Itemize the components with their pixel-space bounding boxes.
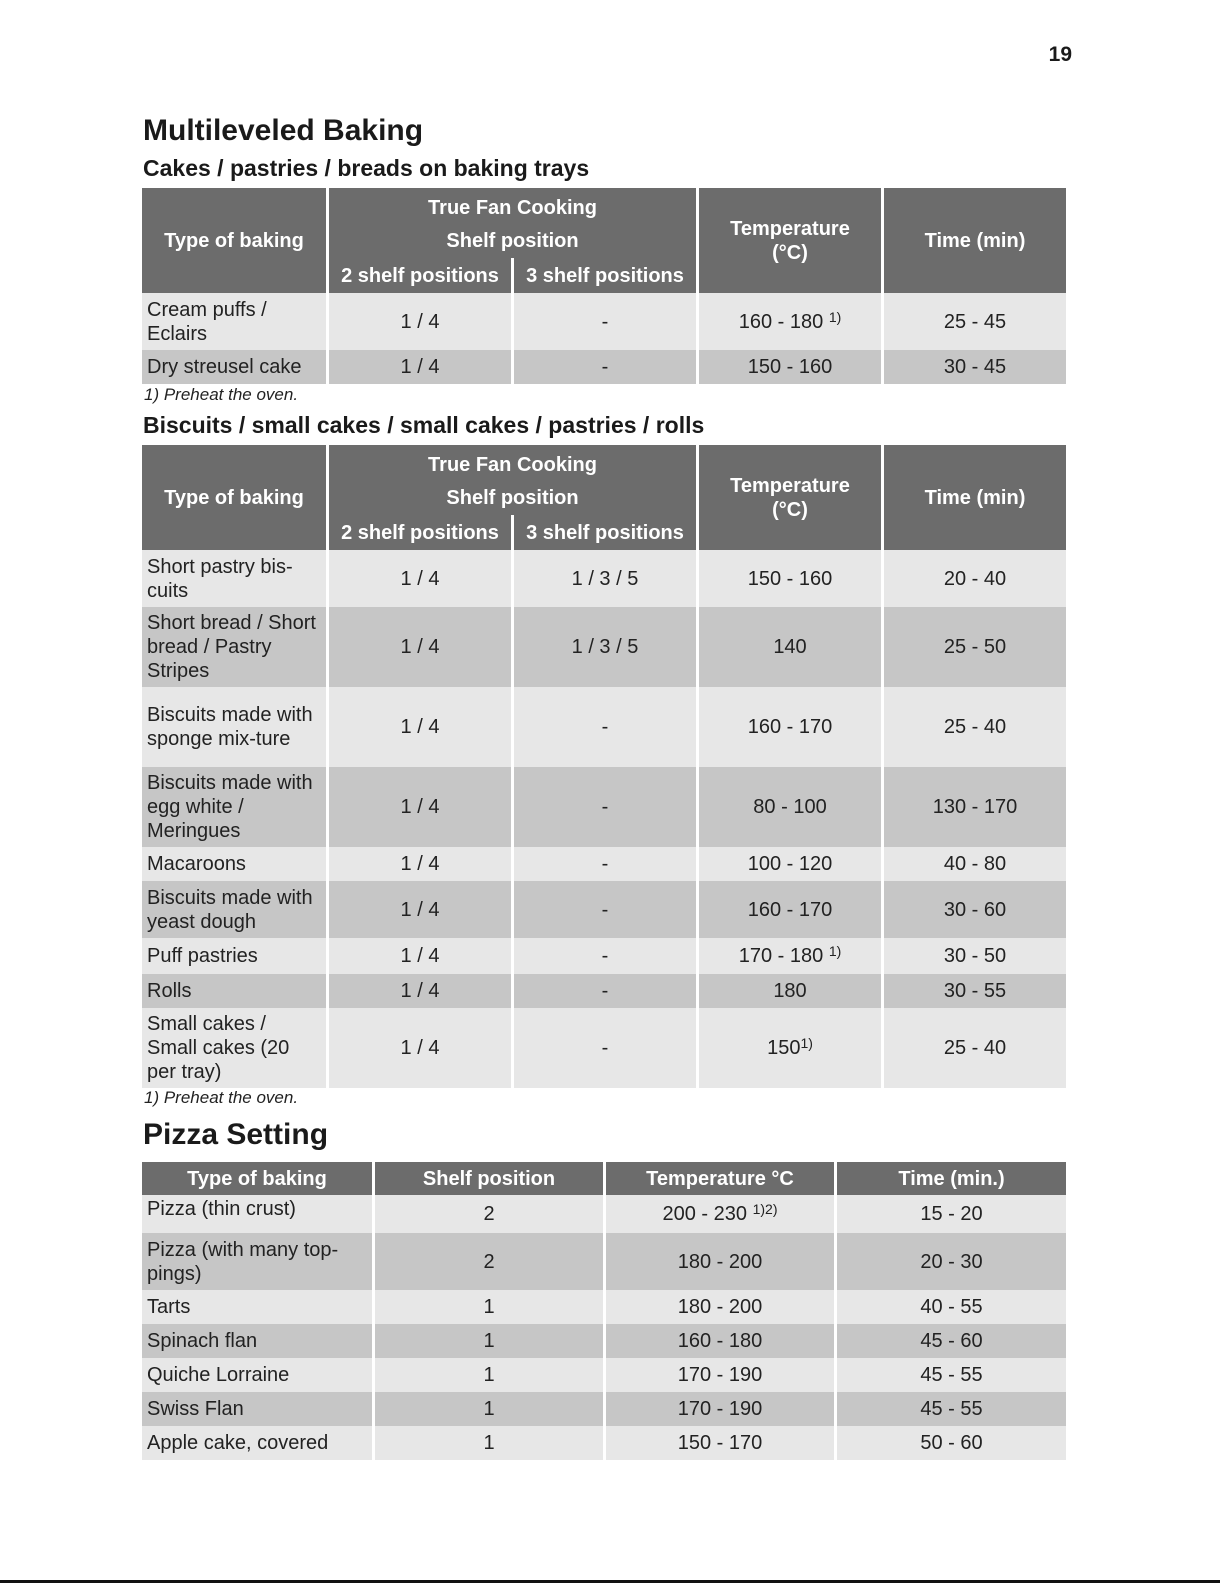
cell-type: Biscuits made with egg white / Meringues (142, 767, 326, 847)
cell-type: Quiche Lorraine (142, 1358, 372, 1392)
cell-type: Short bread / Short bread / Pastry Stripes (142, 607, 326, 687)
table-row (142, 1233, 1066, 1290)
header-3-shelf-positions: 3 shelf positions (514, 515, 696, 550)
cell-time: 45 - 55 (837, 1392, 1066, 1426)
header-2-shelf-positions: 2 shelf positions (329, 258, 511, 293)
cell-temperature: 170 - 190 (606, 1392, 834, 1426)
header-type-of-baking: Type of baking (142, 188, 326, 293)
cell-temperature: 160 - 170 (699, 687, 881, 767)
table-row (142, 1290, 1066, 1324)
table-row (142, 847, 1066, 881)
header-3-shelf-positions: 3 shelf positions (514, 258, 696, 293)
cell-2-shelf: 1 / 4 (329, 938, 511, 974)
cell-2-shelf: 1 / 4 (329, 767, 511, 847)
cell-shelf: 1 (375, 1358, 603, 1392)
temp-value: 150 - 160 (747, 356, 833, 378)
cell-type: Macaroons (142, 847, 326, 881)
header-true-fan-cooking (329, 445, 696, 515)
cell-time: 40 - 80 (884, 847, 1066, 881)
table-row (142, 1195, 1066, 1233)
cell-type: Biscuits made with yeast dough (142, 881, 326, 938)
cell-2-shelf: 1 / 4 (329, 550, 511, 607)
cell-shelf: 1 (375, 1426, 603, 1460)
cell-time: 15 - 20 (837, 1195, 1066, 1233)
header-true-fan-cooking (329, 188, 696, 258)
cell-time: 45 - 60 (837, 1324, 1066, 1358)
header-group-line2: Shelf position (446, 230, 579, 252)
cell-temperature (699, 350, 881, 384)
table-row (142, 687, 1066, 767)
cell-temperature: 180 (699, 974, 881, 1008)
table-row (142, 767, 1066, 847)
table-row (142, 1358, 1066, 1392)
cell-time: 20 - 30 (837, 1233, 1066, 1290)
cell-time: 25 - 40 (884, 687, 1066, 767)
cell-time: 40 - 55 (837, 1290, 1066, 1324)
cell-3-shelf: - (514, 881, 696, 938)
cell-type: Cream puffs / Eclairs (142, 293, 326, 350)
cell-2-shelf: 1 / 4 (329, 847, 511, 881)
header-time: Time (min) (884, 445, 1066, 550)
cell-3-shelf: - (514, 1008, 696, 1088)
section-title-pizza-setting: Pizza Setting (143, 1118, 329, 1151)
header-temperature: Temperature (°C) (699, 445, 881, 550)
header-2-shelf-positions: 2 shelf positions (329, 515, 511, 550)
cell-time: 50 - 60 (837, 1426, 1066, 1460)
table-row (142, 1324, 1066, 1358)
cell-time: 20 - 40 (884, 550, 1066, 607)
cell-2-shelf: 1 / 4 (329, 607, 511, 687)
cell-type: Dry streusel cake (142, 350, 326, 384)
header-type-of-baking: Type of baking (142, 445, 326, 550)
table1-footnote: 1) Preheat the oven. (144, 385, 299, 404)
table-row (142, 293, 1066, 350)
table2-footnote: 1) Preheat the oven. (144, 1088, 299, 1107)
cell-temperature (699, 293, 881, 350)
table-row (142, 550, 1066, 607)
header-group-line1: True Fan Cooking (428, 197, 597, 219)
cell-type: Short pastry bis-cuits (142, 550, 326, 607)
cell-temperature: 160 - 180 (606, 1324, 834, 1358)
cell-temperature: 160 - 170 (699, 881, 881, 938)
cell-3-shelf: 1 / 3 / 5 (514, 550, 696, 607)
table-row (142, 1008, 1066, 1088)
cell-time: 25 - 45 (884, 293, 1066, 350)
cell-3-shelf: - (514, 350, 696, 384)
table-row (142, 607, 1066, 687)
cell-3-shelf: - (514, 687, 696, 767)
cell-temperature (699, 1008, 881, 1088)
cell-temperature: 170 - 190 (606, 1358, 834, 1392)
cell-time: 30 - 50 (884, 938, 1066, 974)
header-group-line1: True Fan Cooking (428, 454, 597, 476)
table-row (142, 1426, 1066, 1460)
header-temperature: Temperature (°C) (699, 188, 881, 293)
cell-type: Pizza (with many top-pings) (142, 1233, 372, 1290)
cell-3-shelf: - (514, 767, 696, 847)
biscuits-table (139, 445, 1069, 1088)
cell-time: 45 - 55 (837, 1358, 1066, 1392)
cell-shelf: 1 (375, 1290, 603, 1324)
cell-3-shelf: - (514, 974, 696, 1008)
header-time: Time (min) (884, 188, 1066, 293)
cell-time: 30 - 60 (884, 881, 1066, 938)
header-type-of-baking: Type of baking (142, 1162, 372, 1195)
cell-shelf: 2 (375, 1195, 603, 1233)
cell-temperature: 150 - 160 (699, 550, 881, 607)
cell-type: Apple cake, covered (142, 1426, 372, 1460)
cell-type: Rolls (142, 974, 326, 1008)
header-shelf-position: Shelf position (375, 1162, 603, 1195)
section-title-multileveled-baking: Multileveled Baking (143, 114, 424, 147)
cell-temperature (699, 938, 881, 974)
cell-type: Spinach flan (142, 1324, 372, 1358)
cell-type: Tarts (142, 1290, 372, 1324)
cell-shelf: 2 (375, 1233, 603, 1290)
cell-2-shelf: 1 / 4 (329, 1008, 511, 1088)
header-time: Time (min.) (837, 1162, 1066, 1195)
footnote-ref: 1) (800, 1035, 813, 1051)
cell-type: Swiss Flan (142, 1392, 372, 1426)
cell-2-shelf: 1 / 4 (329, 293, 511, 350)
temp-value: 200 - 230 (662, 1203, 748, 1225)
temp-value: 170 - 180 (738, 945, 824, 967)
cell-3-shelf: - (514, 293, 696, 350)
cell-type: Biscuits made with sponge mix-ture (142, 687, 326, 767)
temp-value: 150 (767, 1037, 801, 1059)
cell-temperature (606, 1195, 834, 1233)
cell-temperature: 140 (699, 607, 881, 687)
cell-shelf: 1 (375, 1324, 603, 1358)
cell-temperature: 180 - 200 (606, 1290, 834, 1324)
cell-time: 30 - 45 (884, 350, 1066, 384)
cell-2-shelf: 1 / 4 (329, 974, 511, 1008)
cell-time: 25 - 50 (884, 607, 1066, 687)
table-row (142, 938, 1066, 974)
header-group-line2: Shelf position (446, 487, 579, 509)
footnote-ref: 1) (828, 943, 842, 959)
cell-3-shelf: 1 / 3 / 5 (514, 607, 696, 687)
cell-type: Pizza (thin crust) (142, 1195, 372, 1233)
temp-value: 160 - 180 (738, 310, 824, 333)
pizza-table (139, 1162, 1069, 1460)
cell-3-shelf: - (514, 938, 696, 974)
footnote-ref: 1) (828, 308, 842, 325)
cell-type: Small cakes / Small cakes (20 per tray) (142, 1008, 326, 1088)
page-number: 19 (1048, 43, 1072, 66)
table-row (142, 881, 1066, 938)
header-temperature: Temperature °C (606, 1162, 834, 1195)
cell-shelf: 1 (375, 1392, 603, 1426)
cell-2-shelf: 1 / 4 (329, 881, 511, 938)
cell-time: 30 - 55 (884, 974, 1066, 1008)
table-row (142, 1392, 1066, 1426)
table-row (142, 350, 1066, 384)
cell-temperature: 150 - 170 (606, 1426, 834, 1460)
cell-time: 130 - 170 (884, 767, 1066, 847)
cell-temperature: 80 - 100 (699, 767, 881, 847)
table1-subtitle: Cakes / pastries / breads on baking trays (143, 155, 590, 181)
cell-2-shelf: 1 / 4 (329, 350, 511, 384)
table-row (142, 974, 1066, 1008)
cell-temperature: 180 - 200 (606, 1233, 834, 1290)
cell-time: 25 - 40 (884, 1008, 1066, 1088)
table2-subtitle: Biscuits / small cakes / small cakes / pastries / rolls (143, 412, 705, 438)
cakes-table (139, 188, 1069, 384)
cell-temperature: 100 - 120 (699, 847, 881, 881)
cell-3-shelf: - (514, 847, 696, 881)
footnote-ref: 1)2) (752, 1201, 778, 1217)
cell-2-shelf: 1 / 4 (329, 687, 511, 767)
cell-type: Puff pastries (142, 938, 326, 974)
